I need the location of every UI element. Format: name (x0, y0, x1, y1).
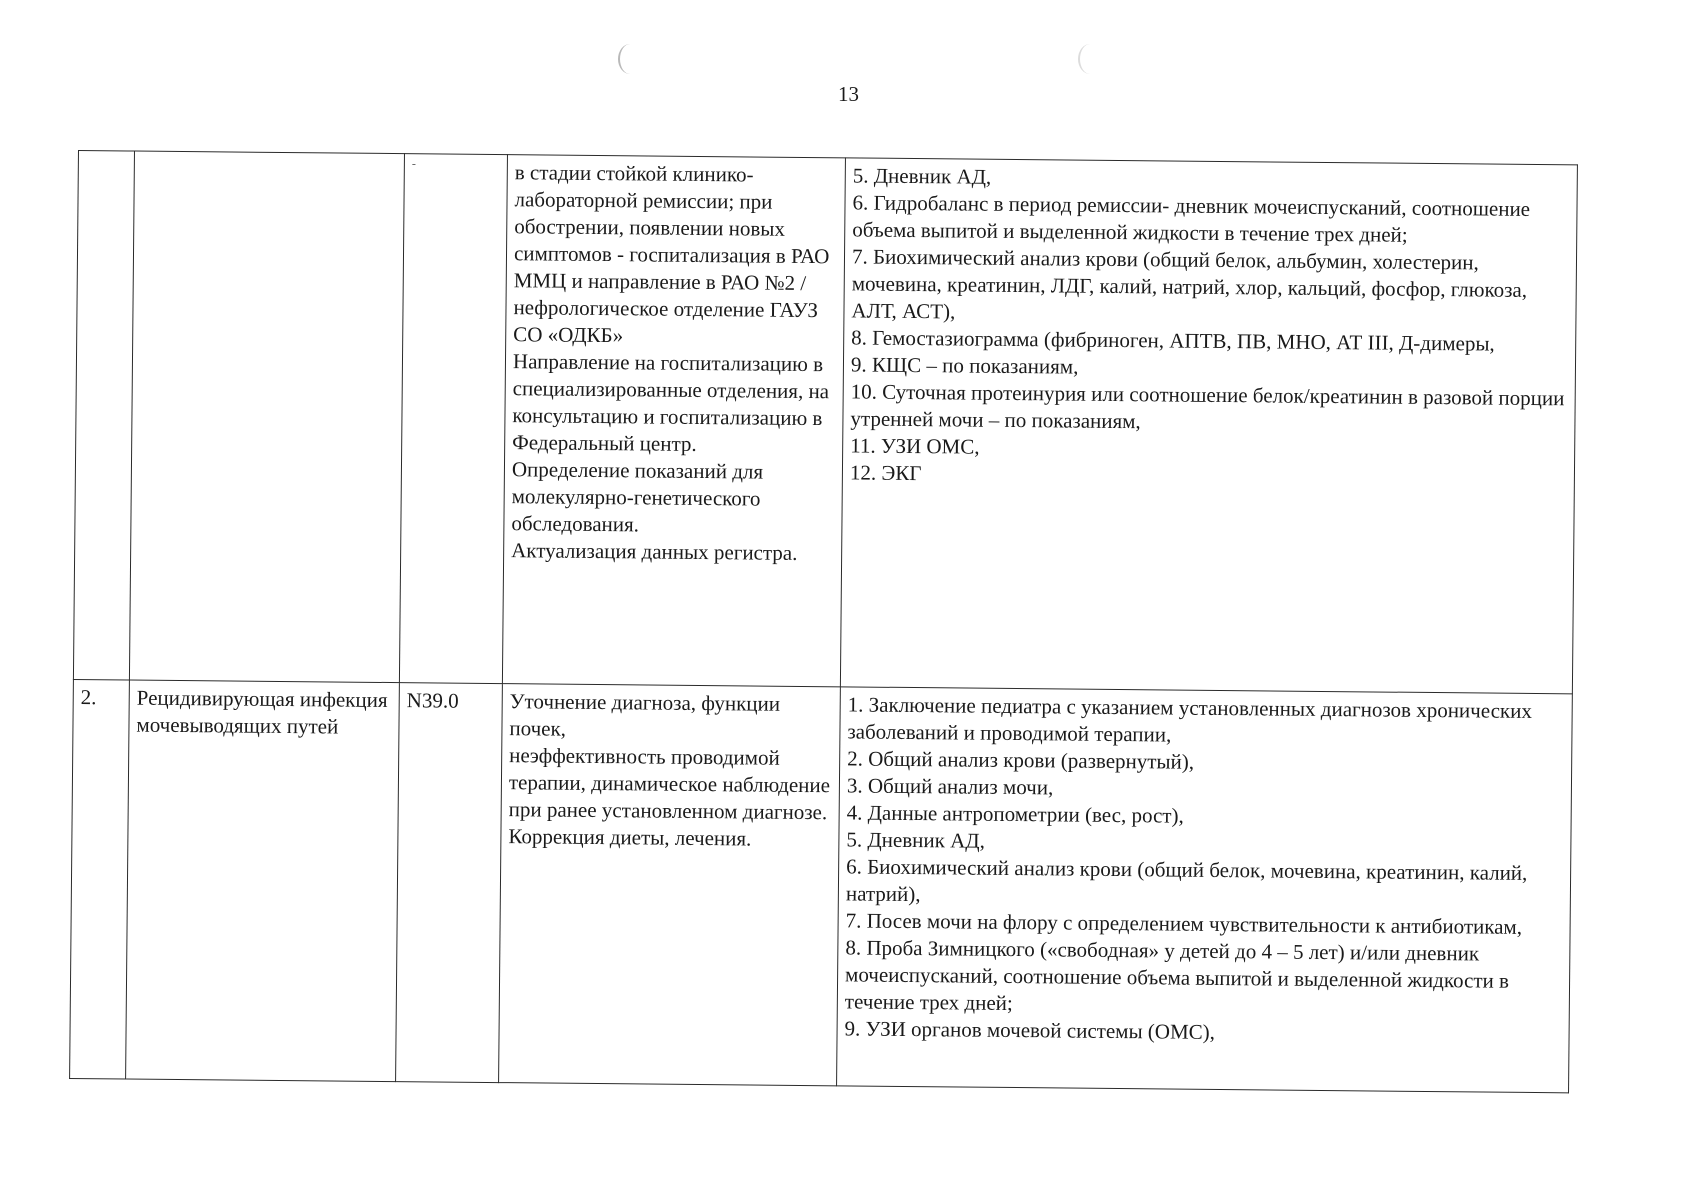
exam-item: 12. ЭКГ (849, 460, 922, 486)
exam-item: 3. Общий анализ мочи, (846, 773, 1054, 800)
disease-name-cell: Рецидивирующая инфекция мочевыводящих путей (126, 680, 400, 1082)
action-text: Актуализация данных регистра. (511, 538, 798, 565)
page-number: 13 (838, 82, 859, 106)
action-text: Коррекция диеты, лечения. (508, 824, 752, 851)
exam-item: 10. Суточная протеинурия или соотношение белок/креатинин в разовой порции утренней мочи – по показаниям, (850, 379, 1565, 434)
punch-hole-mark-right (1078, 44, 1102, 74)
actions-cell (499, 684, 841, 1086)
exams-cell (837, 687, 1573, 1093)
icd-code-cell: N39.0 (396, 683, 503, 1083)
table-row (73, 151, 1577, 694)
exams-cell (840, 158, 1577, 694)
action-text: Определение показаний для молекулярно-генетического обследования. (511, 457, 764, 537)
exam-item: 5. Дневник АД, (846, 827, 985, 853)
row-number-cell: 2. (70, 679, 130, 1079)
table-row (70, 679, 1573, 1092)
punch-hole-mark-left (618, 44, 642, 74)
actions-cell (502, 155, 845, 687)
exam-item: 5. Дневник АД, (852, 163, 992, 189)
action-text: Уточнение диагноза, функции почек, (509, 689, 781, 741)
exam-item: 2. Общий анализ крови (развернутый), (847, 746, 1195, 774)
action-text: в стадии стойкой клинико-лабораторной ремиссии; при обострении, появлении новых симптомов - госпитализация в РАО ММЦ и направление в РАО №2 / нефрологическое отделение ГАУЗ СО «ОДКБ» (513, 160, 830, 348)
document-table-wrapper (69, 150, 1578, 1093)
exam-item: 4. Данные антропометрии (вес, рост), (846, 800, 1184, 828)
exam-item: 6. Гидробаланс в период ремиссии- дневник мочеиспусканий, соотношение объема выпитой и выделенной жидкости в течение трех дней; (852, 190, 1531, 247)
exam-item: 9. КЩС – по показаниям, (850, 352, 1079, 379)
exam-item: 11. УЗИ ОМС, (850, 433, 980, 459)
row-number-cell (73, 151, 134, 681)
action-text: неэффективность проводимой терапии, динамическое наблюдение при ранее установленном диагнозе. (508, 743, 831, 825)
exam-item: 9. УЗИ органов мочевой системы (ОМС), (844, 1016, 1216, 1044)
action-text: Направление на госпитализацию в специализированные отделения, на консультацию и госпитализацию в Федеральный центр. (512, 349, 830, 456)
exam-item: 7. Посев мочи на флору с определением чувствительности к антибиотикам, (845, 908, 1523, 939)
exam-item: 8. Гемостазиограмма (фибриноген, АПТВ, ПВ, МНО, АТ III, Д-димеры, (851, 325, 1495, 356)
document-table (69, 150, 1578, 1093)
exam-item: 1. Заключение педиатра с указанием установленных диагнозов хронических заболеваний и проводимой терапии, (847, 692, 1533, 747)
exam-item: 8. Проба Зимницкого («свободная» у детей до 4 – 5 лет) и/или дневник мочеиспусканий, соотношение объема выпитой и выделенной жидкости в течение трех дней; (844, 935, 1510, 1016)
disease-name-cell (129, 151, 404, 683)
exam-item: 6. Биохимический анализ крови (общий белок, мочевина, креатинин, калий, натрий), (845, 854, 1528, 907)
icd-code-cell (399, 154, 507, 684)
exam-item: 7. Биохимический анализ крови (общий белок, альбумин, холестерин, мочевина, креатинин, ЛДГ, калий, натрий, хлор, кальций, фосфор, глюкоза, АЛТ, АСТ), (851, 244, 1528, 324)
icd-code: - (411, 156, 416, 171)
